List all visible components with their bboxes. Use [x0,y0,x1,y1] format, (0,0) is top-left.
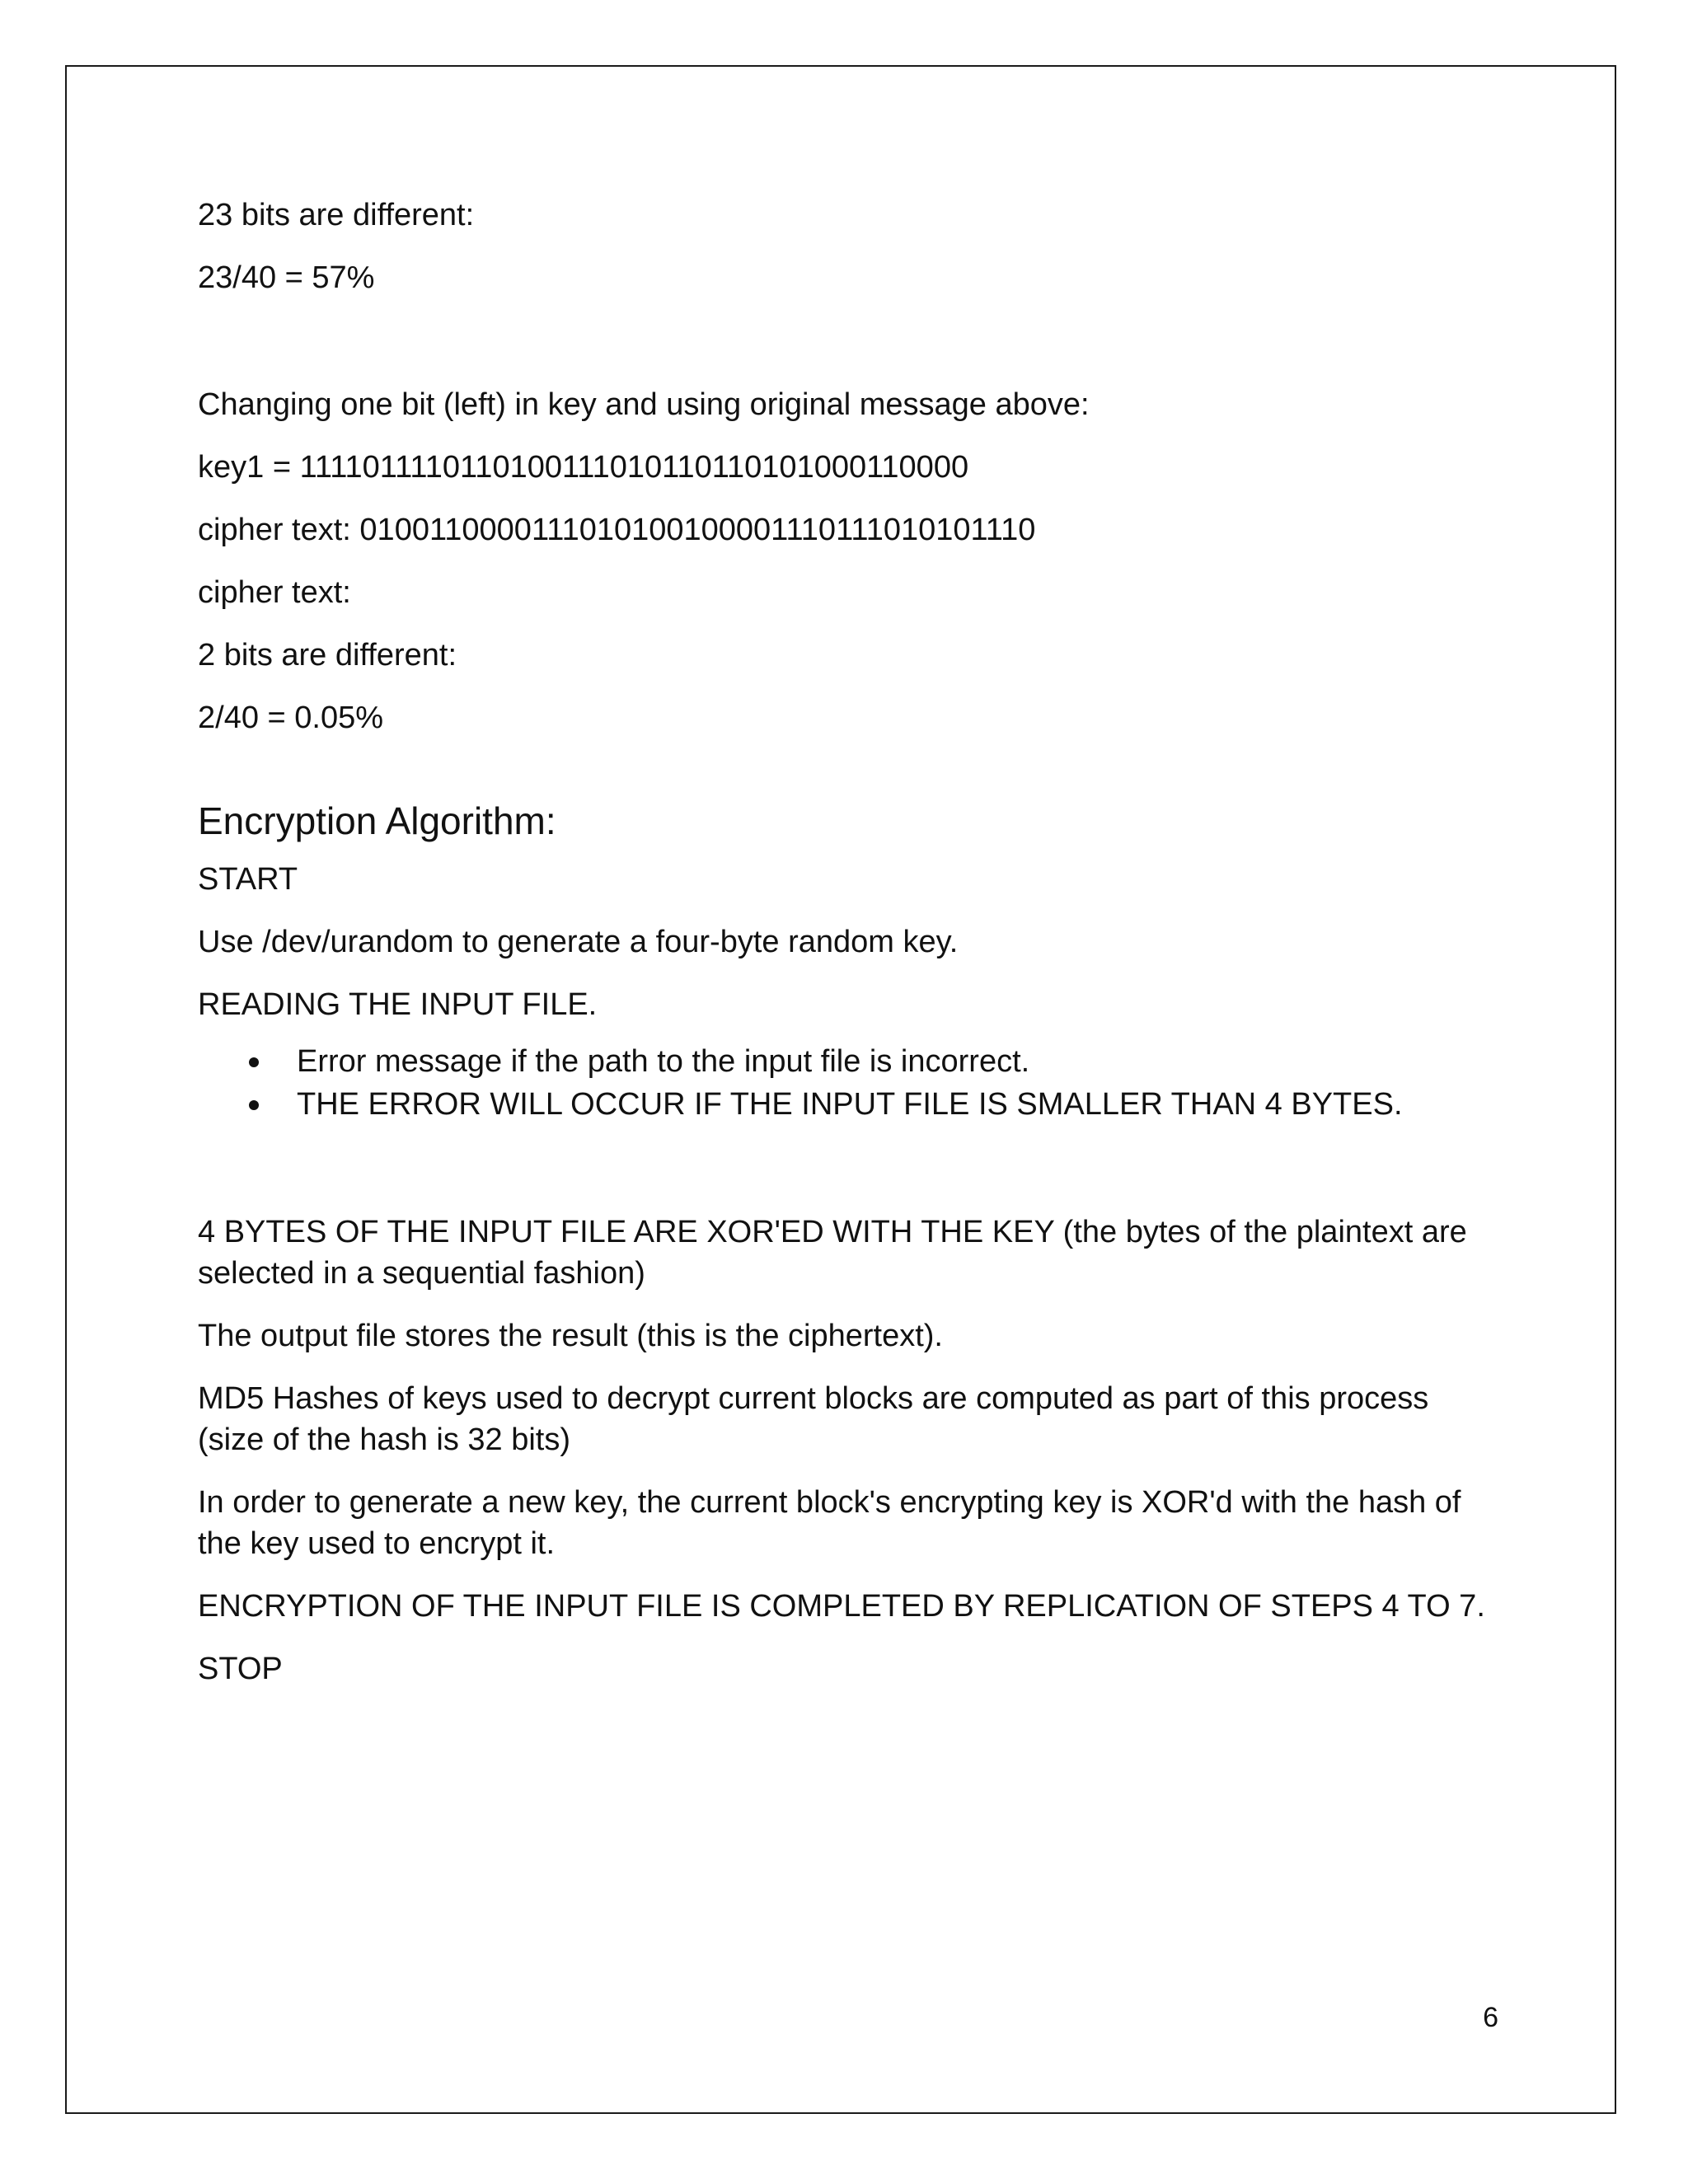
spacer [198,1126,1500,1212]
algorithm-start: START [198,862,298,897]
algorithm-stop: STOP [198,1652,283,1686]
ratio-text-2: 2/40 = 0.05% [198,701,384,735]
bits-different-text: 23 bits are different: [198,198,475,232]
algorithm-step-newkey: In order to generate a new key, the current block's encrypting key is XOR'd with the hash of the key used to encrypt it. [198,1485,1461,1561]
algorithm-step-key: Use /dev/urandom to generate a four-byte random key. [198,925,959,959]
algorithm-step-output: The output file stores the result (this is the ciphertext). [198,1319,943,1353]
list-item: Error message if the path to the input file is incorrect. [198,1040,1500,1083]
algorithm-step-read: READING THE INPUT FILE. [198,987,598,1022]
algorithm-step-xor: 4 BYTES OF THE INPUT FILE ARE XOR'ED WITH THE KEY (the bytes of the plaintext are selected in a sequential fashion) [198,1215,1467,1291]
key-change-intro: Changing one bit (left) in key and using original message above: [198,387,1090,422]
page-number: 6 [1483,2002,1498,2033]
bullet-list [198,1040,1500,1126]
algorithm-step-md5: MD5 Hashes of keys used to decrypt current blocks are computed as part of this process (size of the hash is 32 bits) [198,1381,1429,1457]
spacer [198,760,1500,796]
list-item: THE ERROR WILL OCCUR IF THE INPUT FILE IS SMALLER THAN 4 BYTES. [198,1083,1500,1126]
cipher-text-label: cipher text: [198,575,351,610]
bullet-icon [249,1100,259,1110]
key1-value: key1 = 1111011110110100111010110110101000110000 [198,450,969,485]
bits-different-text-2: 2 bits are different: [198,638,457,673]
document-body [198,194,1500,1711]
cipher-text-value: cipher text: 0100110000111010100100001110111010101110 [198,513,1036,547]
algorithm-step-repeat: ENCRYPTION OF THE INPUT FILE IS COMPLETED BY REPLICATION OF STEPS 4 TO 7. [198,1589,1485,1624]
spacer [198,320,1500,384]
ratio-text: 23/40 = 57% [198,260,375,295]
section-heading: Encryption Algorithm: [198,799,556,842]
bullet-icon [249,1057,259,1067]
